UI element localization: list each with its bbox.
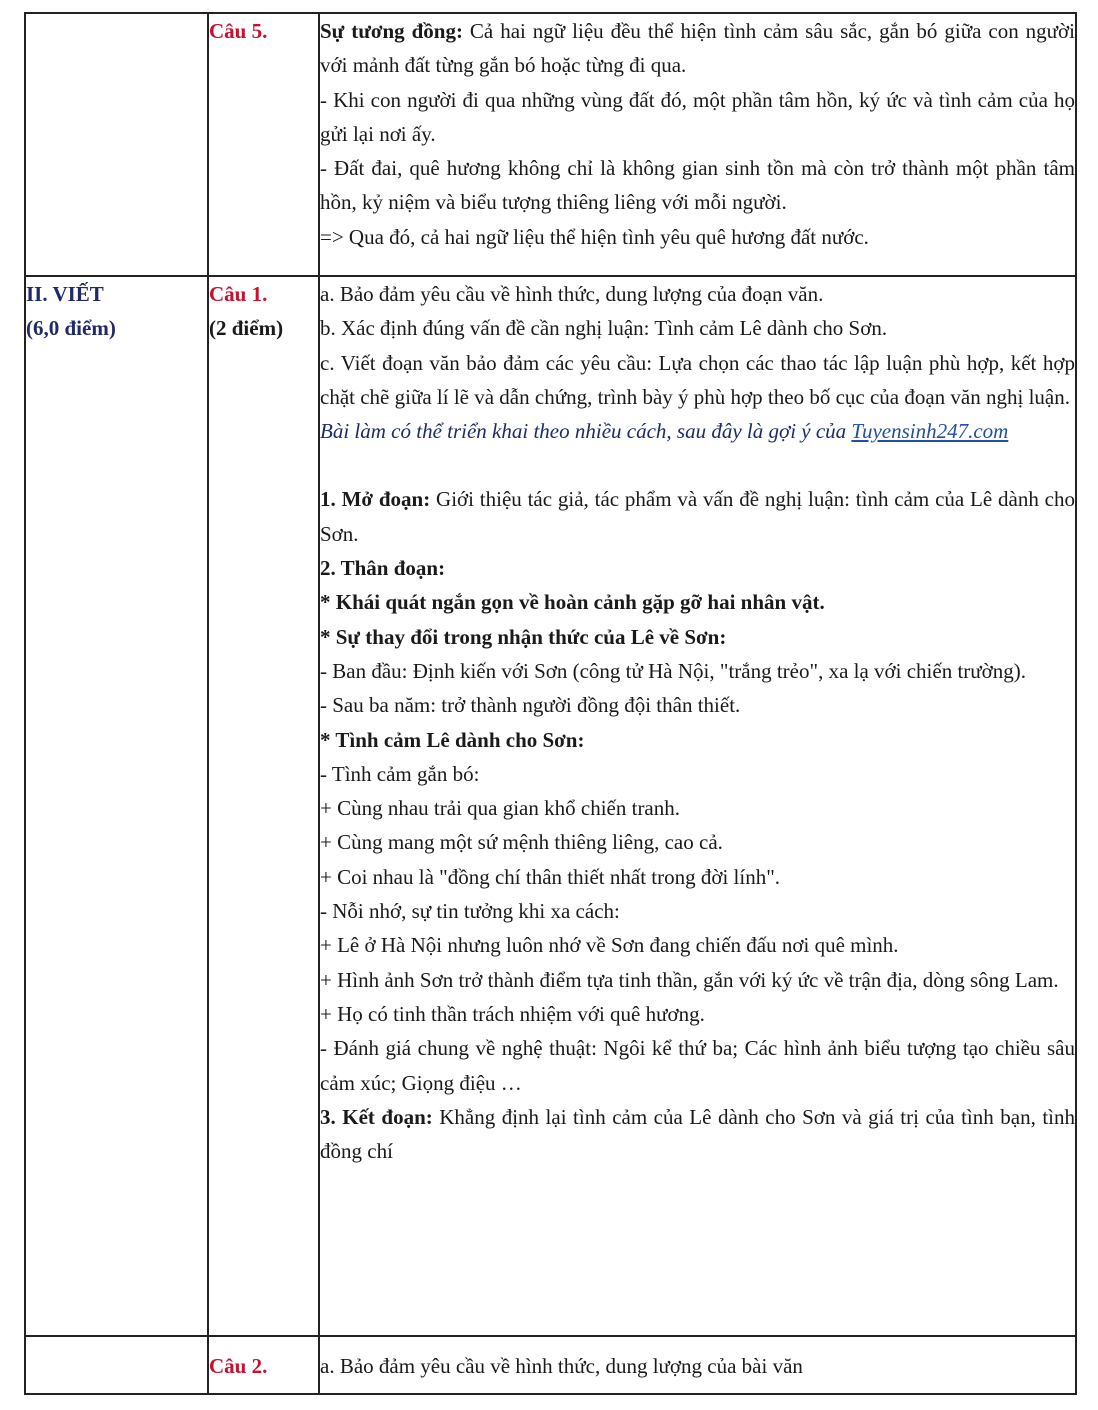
opening-paragraph [320,482,1075,551]
table-row-cau-5 [25,13,1076,276]
similarity-text: Cả hai ngữ liệu đều thể hiện tình cảm sâu sắc, gắn bó giữa con người với mảnh đất từng gắn bó hoặc từng đi qua. [320,19,1075,78]
section-title: II. VIẾT [26,282,104,306]
answer-line: + Cùng mang một sứ mệnh thiêng liêng, cao cả. [320,830,723,855]
answer-line: - Khi con người đi qua những vùng đất đó, một phần tâm hồn, ký ức và tình cảm của họ gửi lại nơi ấy. [320,87,1075,146]
answer-line: - Tình cảm gắn bó: [320,761,480,786]
answer-content [319,13,1076,276]
requirement-c: c. Viết đoạn văn bảo đảm các yêu cầu: Lựa chọn các thao tác lập luận phù hợp, kết hợp chặt chẽ giữa lí lẽ và dẫn chứng, trình bày ý phù hợp theo bố cục của đoạn văn nghị luận. [320,350,1075,409]
answer-line: + Lê ở Hà Nội nhưng luôn nhớ về Sơn đang chiến đấu nơi quê mình. [320,933,899,958]
spacer [320,448,1075,482]
closing-paragraph [320,1100,1075,1169]
answer-line: + Cùng nhau trải qua gian khổ chiến tranh. [320,796,681,821]
similarity-label: Sự tương đồng: [320,19,463,43]
tuyensinh-link[interactable]: Tuyensinh247.com [851,419,1009,444]
answer-line: + Hình ảnh Sơn trở thành điểm tựa tinh thần, gắn với ký ức về trận địa, dòng sông Lam. [320,967,1059,992]
requirement-a: a. Bảo đảm yêu cầu về hình thức, dung lượng của bài văn [320,1354,803,1378]
body-label: 2. Thân đoạn: [320,556,446,581]
question-label: Câu 1. [209,282,268,306]
answer-line: - Sau ba năm: trở thành người đồng đội thân thiết. [320,693,741,718]
section-cell [25,276,208,1336]
closing-label: 3. Kết đoạn: [320,1104,433,1129]
question-cell [208,276,319,1336]
opening-text: Giới thiệu tác giả, tác phẩm và vấn đề nghị luận: tình cảm của Lê dành cho Sơn. [320,487,1075,546]
answer-line: - Nỗi nhớ, sự tin tưởng khi xa cách: [320,899,620,924]
opening-label: 1. Mở đoạn: [320,487,431,512]
section-cell-empty [25,13,208,276]
answer-line: - Ban đầu: Định kiến với Sơn (công tử Hà Nội, "trắng trẻo", xa lạ với chiến trường). [320,658,1027,683]
answer-content [319,1336,1076,1394]
requirement-b: b. Xác định đúng vấn đề cần nghị luận: Tình cảm Lê dành cho Sơn. [320,316,888,341]
heading-perception: * Sự thay đổi trong nhận thức của Lê về Sơn: [320,624,727,649]
requirement-a: a. Bảo đảm yêu cầu về hình thức, dung lượng của đoạn văn. [320,282,824,306]
heading-feelings: * Tình cảm Lê dành cho Sơn: [320,727,585,752]
question-points: (2 điểm) [209,316,284,340]
section-cell-empty [25,1336,208,1394]
closing-text: Khẳng định lại tình cảm của Lê dành cho Sơn và giá trị của tình bạn, tình đồng chí [320,1104,1075,1164]
table-row-cau-1 [25,276,1076,1336]
answer-line: - Đất đai, quê hương không chỉ là không gian sinh tồn mà còn trở thành một phần tâm hồn, kỷ niệm và biểu tượng thiêng liêng với mỗi người. [320,156,1075,215]
similarity-paragraph [320,14,1075,83]
table-row-cau-2 [25,1336,1076,1394]
question-cell [208,1336,319,1394]
answer-content [319,276,1076,1336]
answer-line: - Đánh giá chung về nghệ thuật: Ngôi kể thứ ba; Các hình ảnh biểu tượng tạo chiều sâu cảm xúc; Giọng điệu … [320,1036,1075,1095]
answer-line: => Qua đó, cả hai ngữ liệu thể hiện tình yêu quê hương đất nước. [320,224,869,249]
answer-key-table [24,12,1077,1395]
heading-context: * Khái quát ngắn gọn về hoàn cảnh gặp gỡ hai nhân vật. [320,590,825,615]
question-label: Câu 2. [209,1354,268,1378]
section-points: (6,0 điểm) [26,316,116,340]
question-cell [208,13,319,276]
answer-line: + Họ có tinh thần trách nhiệm với quê hương. [320,1001,705,1026]
answer-line: + Coi nhau là "đồng chí thân thiết nhất trong đời lính". [320,864,781,889]
suggestion-note [320,414,1075,448]
question-label: Câu 5. [209,19,268,43]
suggestion-text: Bài làm có thể triển khai theo nhiều cách, sau đây là gợi ý của [320,419,852,444]
